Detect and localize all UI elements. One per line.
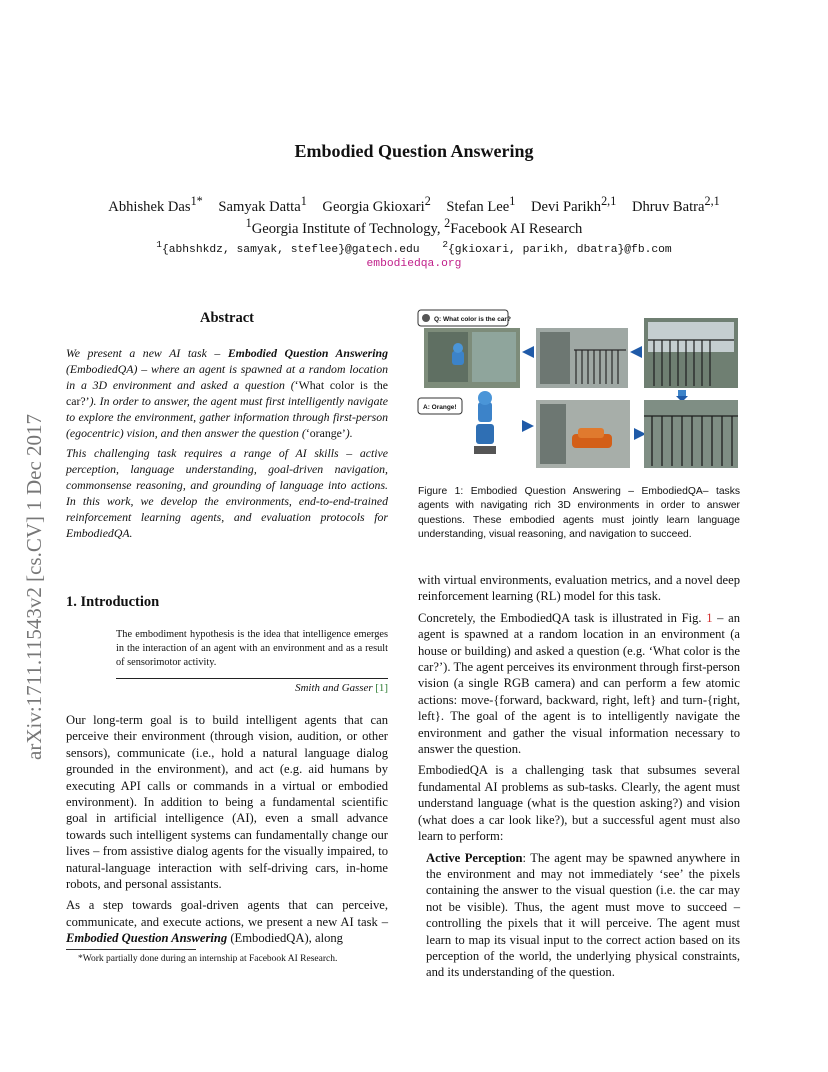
- abstract-body: We present a new AI task – Embodied Question Answering (EmbodiedQA) – where an agent is spawned at a random location in a 3D environment and asked a question (‘What color is the car?’). In order to answer, the agent must first intelligently navigate to explore the environment, gather information through first-person (egocentric) vision, and then answer the question (‘orange’). This challenging task requires a range of AI skills – active perception, language understanding, goal-driven navigation, commonsense reasoning, and grounding of language into actions. In this work, we develop the environments, end-to-end-trained reinforcement learning agents, and evaluation protocols for EmbodiedQA.: [66, 346, 388, 540]
- intro-body-left: [66, 712, 388, 952]
- citation-link[interactable]: [1]: [375, 682, 388, 694]
- intro-paragraph: As a step towards goal-driven agents that can perceive, communicate, and execute actions, we present a new AI task – Embodied Question Answering (EmbodiedQA), along: [66, 898, 388, 946]
- footnote: *Work partially done during an internship at Facebook AI Research.: [78, 954, 338, 964]
- epigraph-quote: The embodiment hypothesis is the idea that intelligence emerges in the interaction of an agent with an environment and as a result of sensorimotor activity.: [116, 629, 388, 669]
- author: Stefan Lee$^1$: [446, 194, 516, 215]
- quote-divider: [116, 678, 388, 679]
- author-list: [0, 194, 828, 216]
- intro-body-right: [418, 572, 740, 986]
- figure-answer-text: A: Orange!: [423, 404, 457, 411]
- intro-paragraph: Our long-term goal is to build intelligent agents that can perceive their environment (through vision, audition, or other sensors), communicate (i.e., hold a natural language dialog grounded in the environment), and act (e.g. aid humans by executing API calls or commands in a virtual or embodied environment). In addition to being a fundamental scientific goal in artificial intelligence (AI), even a small advance towards such intelligent systems can fundamentally change our lives – from assistive dialog agents for the visually impaired, to natural-language interaction with self-driving cars, in-home robots, and personal assistants.: [66, 713, 388, 892]
- author-emails: $^1${abhshkdz, samyak, steflee}@gatech.edu $^2${gkioxari, parikh, dbatra}@fb.com: [156, 239, 672, 256]
- body-paragraph: EmbodiedQA is a challenging task that subsumes several fundamental AI problems as sub-tasks. Clearly, the agent must understand language (what is the question asking?) and vision (what does a car look like?), but a successful agent must also learn to perform:: [418, 763, 740, 844]
- footnote-divider: [66, 949, 196, 950]
- author: Devi Parikh$^{2,1}$: [530, 194, 617, 215]
- figure-1-illustration: [416, 306, 742, 472]
- figure-caption: Figure 1: Embodied Question Answering – EmbodiedQA– tasks agents with navigating rich 3D environments in order to answer questions. These embodied agents must jointly learn language understanding, visual reasoning, and navigation to succeed.: [418, 486, 740, 540]
- author: Abhishek Das$^{1*}$: [108, 194, 203, 215]
- author: Dhruv Batra$^{2,1}$: [631, 194, 720, 215]
- figure-ref-link[interactable]: 1: [706, 610, 713, 625]
- quote-attribution: Smith and Gasser [1]: [295, 682, 388, 694]
- author: Samyak Datta$^1$: [218, 194, 307, 215]
- paper-title: Embodied Question Answering: [294, 141, 534, 161]
- figure-question-text: Q: What color is the car?: [434, 316, 511, 323]
- affiliations: $^1$Georgia Institute of Technology, $^2$Facebook AI Research: [245, 216, 583, 237]
- introduction-heading: 1. Introduction: [66, 594, 160, 610]
- author: Georgia Gkioxari$^2$: [322, 194, 431, 215]
- abstract-heading: Abstract: [200, 310, 254, 326]
- body-paragraph: with virtual environments, evaluation metrics, and a novel deep reinforcement learning (RL) model for this task.: [418, 573, 740, 604]
- body-paragraph: Concretely, the EmbodiedQA task is illustrated in Fig. 1 – an agent is spawned at a random location in an environment (a house or building) and asked a question (e.g. ‘What color is the car?’). The agent perceives its environment through first-person vision (a single RGB camera) and can perform a few atomic actions: move-{forward, backward, right, left} and turn-{right, left}. The goal of the agent is to intelligently navigate the environment and gather the visual information necessary to answer the question.: [418, 610, 740, 757]
- arxiv-stamp: arXiv:1711.11543v2 [cs.CV] 1 Dec 2017: [22, 413, 46, 760]
- body-paragraph: Active Perception: The agent may be spawned anywhere in the environment and may not immediately ‘see’ the pixels containing the answer to the visual question (i.e. the car may not be visible). Thus, the agent must move to succeed – controlling the pixels that it will perceive. The agent must learn to map its visual input to the correct action based on its perception of the world, the underlying physical constraints, and its understanding of the question.: [426, 850, 740, 980]
- project-website-link[interactable]: embodiedqa.org: [366, 258, 462, 270]
